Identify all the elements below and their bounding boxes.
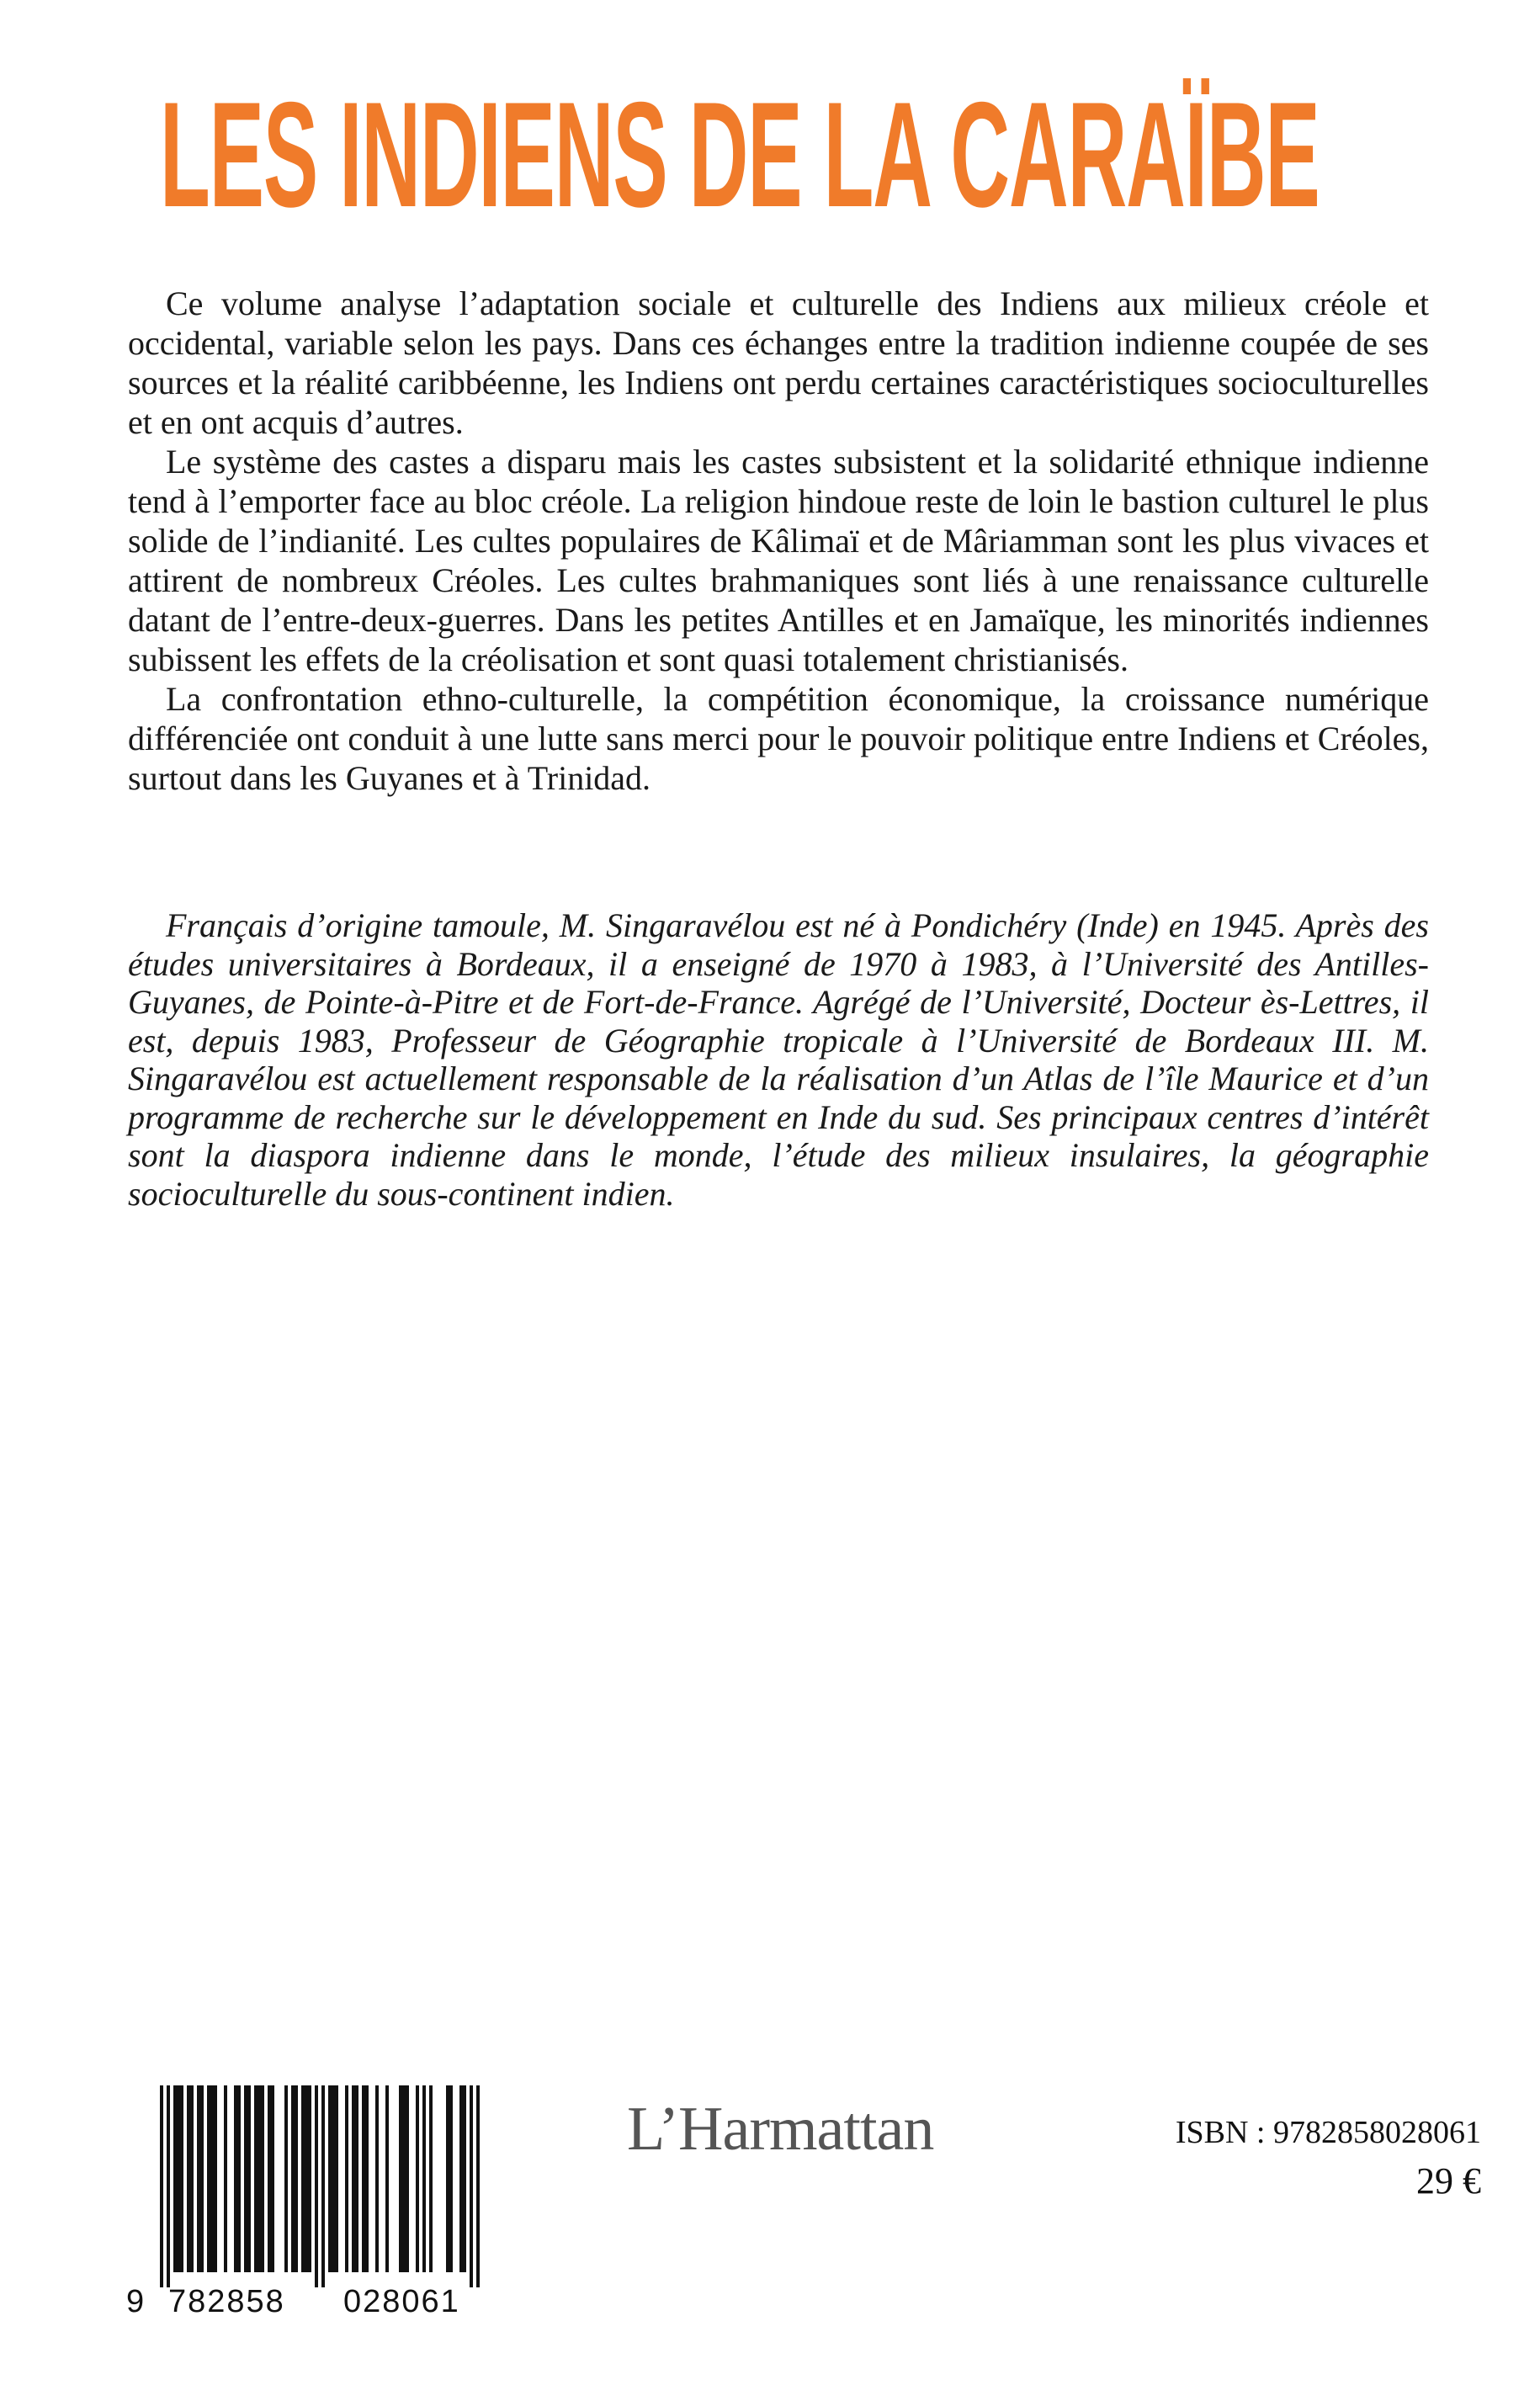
summary-paragraph-2: Le système des castes a disparu mais les castes subsistent et la solidarité ethnique indienne tend à l’emporter face au bloc créole. La religion hindoue reste de loin le bastion culturel le plus solide de l’indianité. Les cultes populaires de Kâlimaï et de Mâriamman sont les plus vivaces et attirent de nombreux Créoles. Les cultes brahmaniques sont liés à une renaissance culturelle datant de l’entre-deux-guerres. Dans les petites Antilles et en Jamaïque, les minorités indiennes subissent les effets de la créolisation et sont quasi totalement christianisés. xyxy=(128,443,1429,678)
barcode-bar xyxy=(470,2085,473,2287)
barcode-bar xyxy=(345,2085,348,2272)
barcode-bar xyxy=(167,2085,170,2287)
barcode-bar xyxy=(429,2085,433,2272)
barcode-bar xyxy=(291,2085,295,2272)
barcode-bar xyxy=(247,2085,251,2272)
barcode-bar xyxy=(187,2085,190,2272)
barcode-bar xyxy=(180,2085,183,2272)
barcode-bar xyxy=(214,2085,217,2272)
barcode-bar xyxy=(365,2085,369,2272)
author-bio-paragraph: Français d’origine tamoule, M. Singaravélou est né à Pondichéry (Inde) en 1945. Après des études universitaires à Bordeaux, il a enseigné de 1970 à 1983, à l’Université des Antilles-Guyanes, de Pointe-à-Pitre et de Fort-de-France. Agrégé de l’Université, Docteur ès-Lettres, il est, depuis 1983, Professeur de Géographie tropicale à l’Université de Bordeaux III. M. Singaravélou est actuellement responsable de la réalisation d’un Atlas de l’île Maurice et d’un programme de recherche sur le développement en Inde du sud. Ses principaux centres d’intérêt sont la diaspora indienne dans le monde, l’étude des milieux insulaires, la géographie socioculturelle du sous-continent indien. xyxy=(128,906,1429,1213)
price-label: 29 € xyxy=(1416,2160,1481,2202)
barcode-bar xyxy=(335,2085,338,2272)
isbn-barcode xyxy=(126,2085,505,2323)
barcode-bar xyxy=(190,2085,194,2272)
barcode-bar xyxy=(301,2085,305,2272)
barcode-bar xyxy=(385,2085,389,2272)
barcode-bar xyxy=(271,2085,274,2272)
barcode-left-digits: 782858 xyxy=(168,2284,285,2319)
barcode-bar xyxy=(234,2085,237,2272)
barcode-bar xyxy=(362,2085,365,2272)
barcode-bar xyxy=(295,2085,298,2272)
barcode-bar xyxy=(476,2085,480,2287)
barcode-bar xyxy=(224,2085,227,2272)
barcode-bar xyxy=(416,2085,419,2272)
barcode-bar xyxy=(160,2085,163,2287)
barcode-bar xyxy=(237,2085,241,2272)
isbn-label: ISBN : 9782858028061 xyxy=(1175,2115,1481,2150)
barcode-bar xyxy=(355,2085,358,2272)
barcode-bar xyxy=(352,2085,355,2272)
summary-text xyxy=(128,284,1429,798)
barcode-bar xyxy=(244,2085,247,2272)
barcode-bar xyxy=(406,2085,409,2272)
book-title: LES INDIENS DE LA CARAÏBE xyxy=(160,71,1320,238)
barcode-bar xyxy=(210,2085,214,2272)
barcode-right-digits: 028061 xyxy=(343,2284,460,2319)
barcode-bar xyxy=(261,2085,264,2272)
barcode-bar xyxy=(305,2085,308,2272)
barcode-bar xyxy=(315,2085,318,2287)
barcode-bar xyxy=(173,2085,177,2272)
barcode-bar xyxy=(197,2085,200,2272)
barcode-bar xyxy=(268,2085,271,2272)
barcode-bar xyxy=(446,2085,449,2272)
barcode-bar xyxy=(422,2085,426,2272)
barcode-first-digit: 9 xyxy=(126,2284,146,2319)
barcode-bar xyxy=(254,2085,258,2272)
barcode-bar xyxy=(459,2085,463,2272)
barcode-bar xyxy=(284,2085,288,2272)
barcode-bar xyxy=(332,2085,335,2272)
barcode-bar xyxy=(308,2085,311,2272)
barcode-bar xyxy=(207,2085,210,2272)
barcode-bar xyxy=(177,2085,180,2272)
barcode-bar xyxy=(463,2085,466,2272)
barcode-bar xyxy=(375,2085,379,2272)
summary-paragraph-1: Ce volume analyse l’adaptation sociale et culturelle des Indiens aux milieux créole et occidental, variable selon les pays. Dans ces échanges entre la tradition indienne coupée de ses sources et la réalité caribbéenne, les Indiens ont perdu certaines caractéristiques socioculturelles et en ont acquis d’autres. xyxy=(128,284,1429,441)
summary-paragraph-3: La confrontation ethno-culturelle, la compétition économique, la croissance numérique différenciée ont conduit à une lutte sans merci pour le pouvoir politique entre Indiens et Créoles, surtout dans les Guyanes et à Trinidad. xyxy=(128,680,1429,797)
barcode-bar xyxy=(449,2085,453,2272)
barcode-bar xyxy=(200,2085,204,2272)
publisher-logo: L’Harmattan xyxy=(627,2095,934,2164)
barcode-bar xyxy=(328,2085,332,2272)
author-bio xyxy=(128,906,1429,1213)
barcode-bar xyxy=(402,2085,406,2272)
barcode-bars xyxy=(126,2085,505,2287)
barcode-bar xyxy=(321,2085,325,2287)
barcode-bar xyxy=(258,2085,261,2272)
barcode-bar xyxy=(399,2085,402,2272)
